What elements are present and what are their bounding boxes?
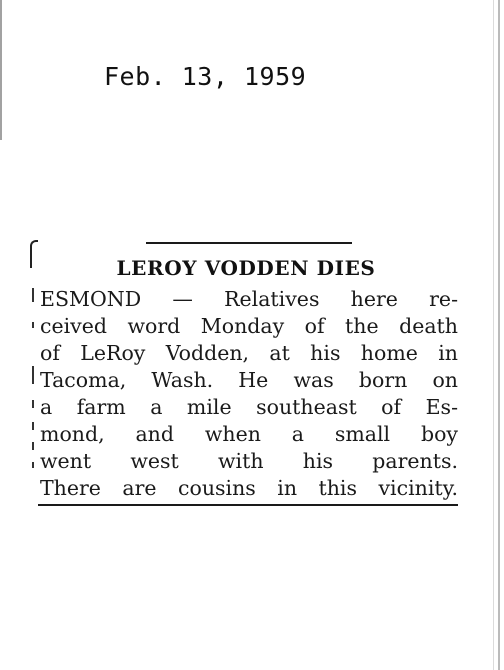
article-line: a farm a mile southeast of Es- bbox=[40, 395, 458, 419]
scan-edge-right bbox=[498, 0, 500, 670]
margin-marks bbox=[32, 282, 34, 472]
clipping-date: Feb. 13, 1959 bbox=[104, 62, 307, 91]
article-line: went west with his parents. bbox=[40, 449, 458, 473]
article-line: There are cousins in this vicinity. bbox=[40, 476, 458, 500]
newspaper-clipping bbox=[26, 236, 466, 516]
article-line: ESMOND — Relatives here re- bbox=[40, 287, 458, 311]
scan-edge-right-inner bbox=[493, 0, 494, 670]
top-rule bbox=[146, 242, 352, 244]
article-line: of LeRoy Vodden, at his home in bbox=[40, 341, 458, 365]
scan-edge-left bbox=[0, 0, 2, 140]
article-line: ceived word Monday of the death bbox=[40, 314, 458, 338]
article-line: mond, and when a small boy bbox=[40, 422, 458, 446]
headline: LEROY VODDEN DIES bbox=[116, 256, 376, 280]
bottom-rule bbox=[38, 504, 458, 506]
article-line: Tacoma, Wash. He was born on bbox=[40, 368, 458, 392]
